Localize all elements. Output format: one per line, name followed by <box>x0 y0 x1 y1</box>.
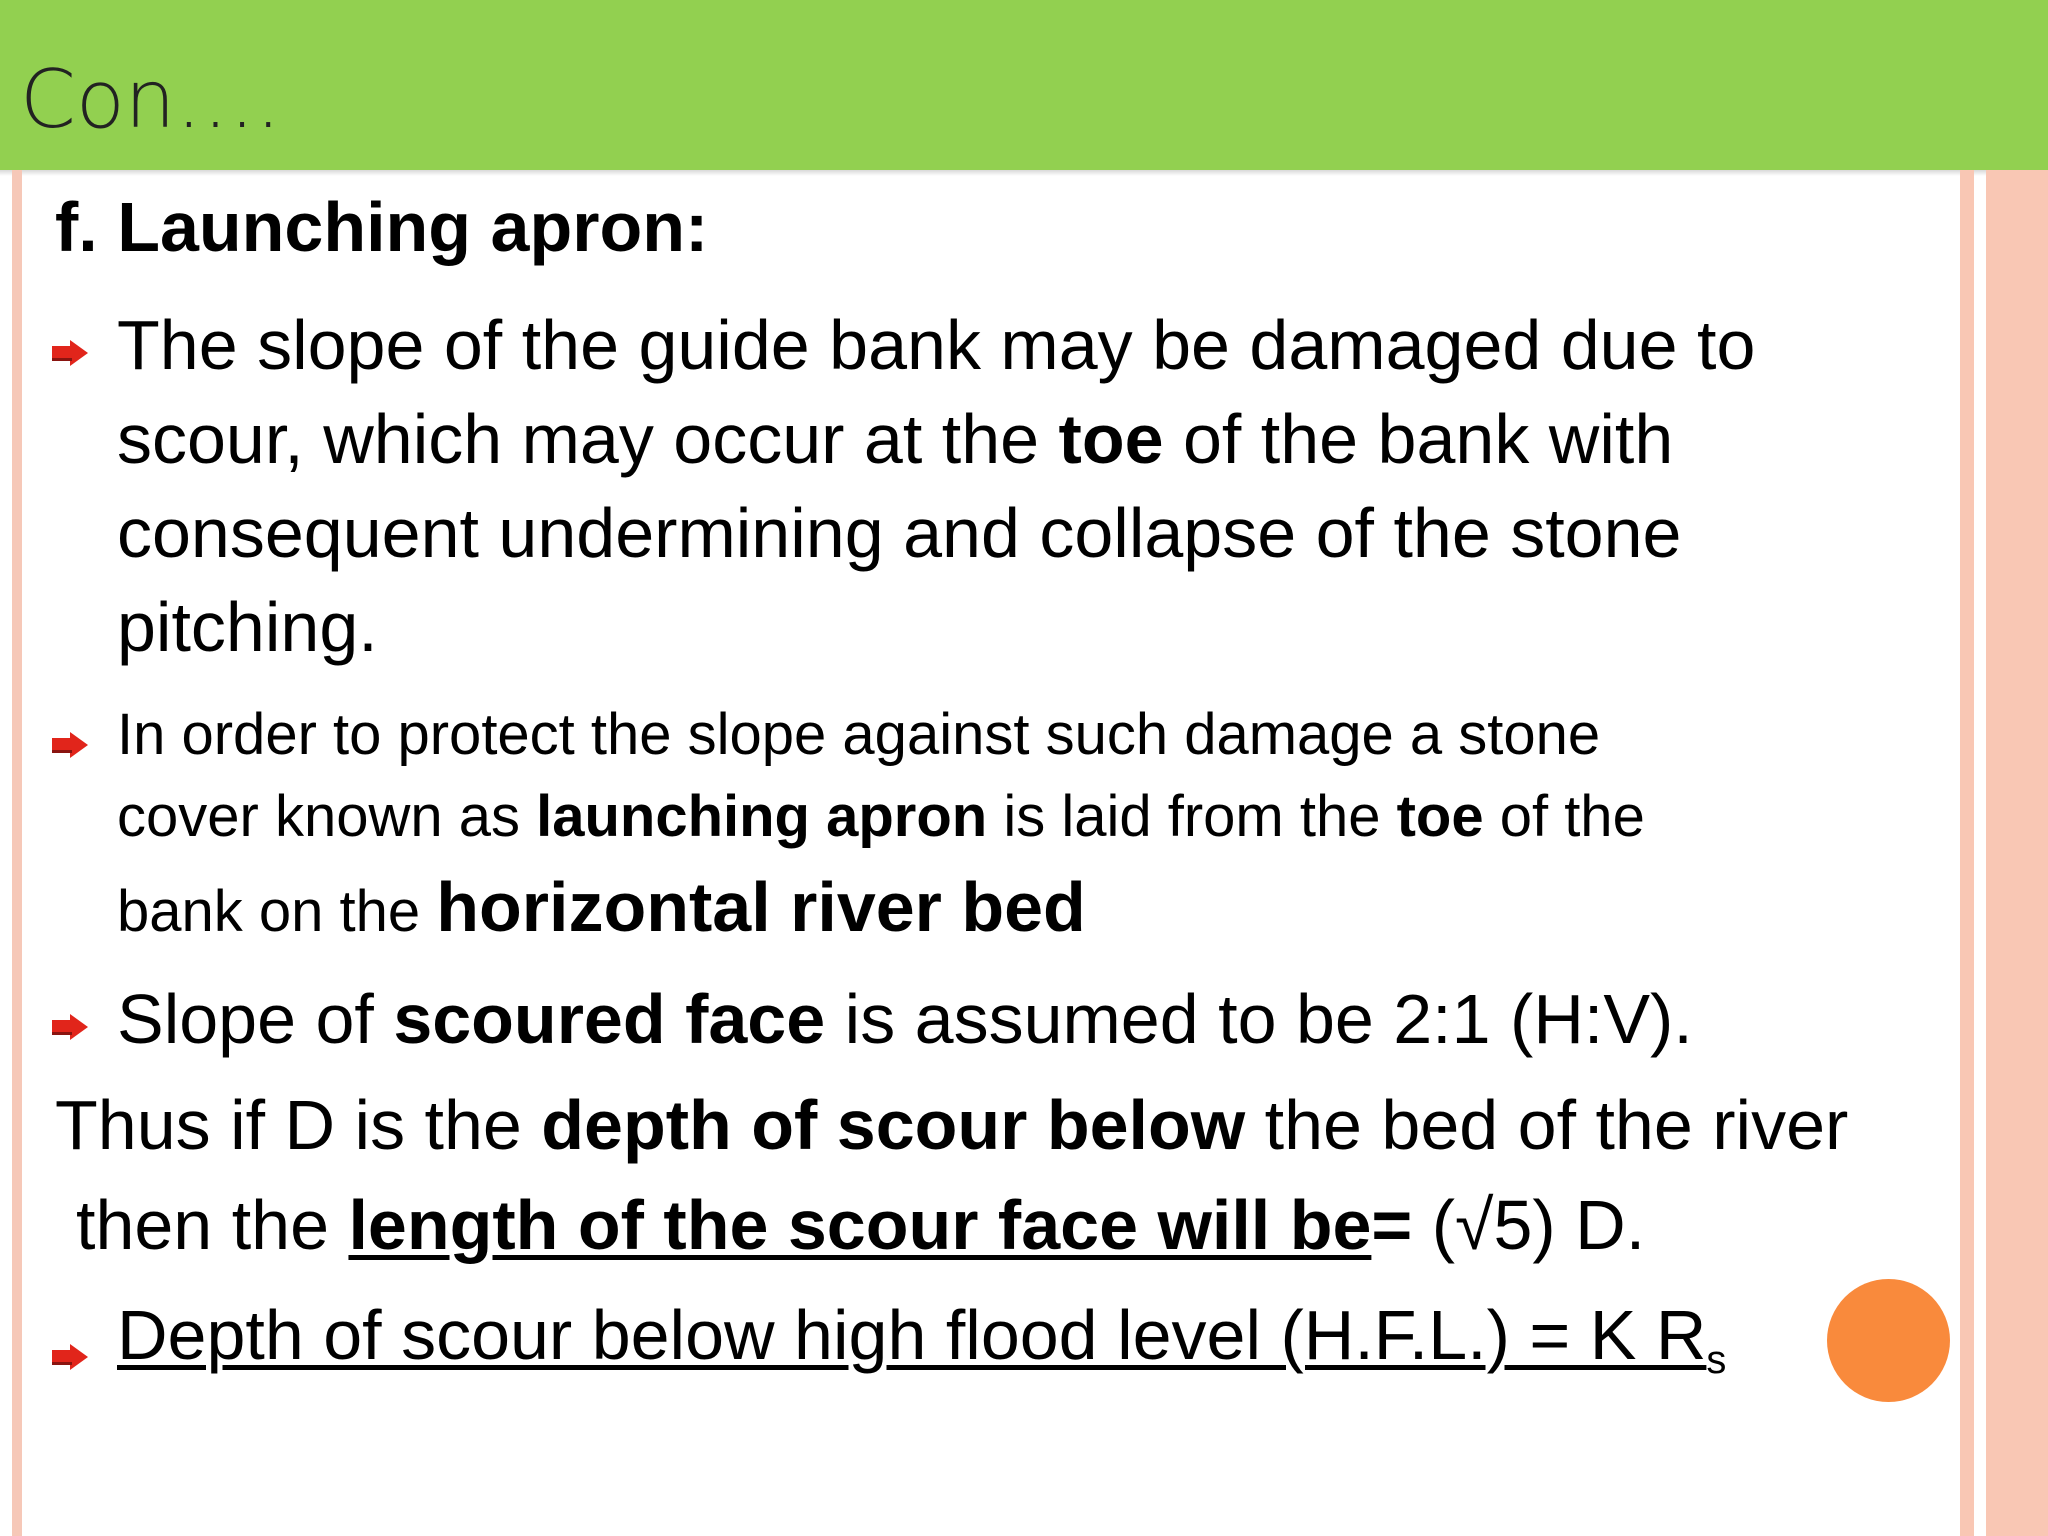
red-arrow-bullet-icon <box>52 1342 88 1370</box>
thus-text: the bed of the river <box>1245 1086 1849 1164</box>
thus-text: Thus if D is the <box>55 1086 542 1164</box>
thus-text: then the <box>76 1186 349 1264</box>
bullet3-text: Slope of <box>117 980 394 1058</box>
thus-formula: (√5) D. <box>1412 1186 1646 1264</box>
bullet4-line <box>117 1296 1727 1382</box>
bullet1-text: of the bank with <box>1163 400 1674 478</box>
bullet2-text: cover known as <box>117 784 537 849</box>
thus-line1 <box>55 1086 1849 1164</box>
bullet2-line3 <box>117 868 1086 946</box>
bullet2-text: of the <box>1483 784 1645 849</box>
bullet2-bold-horizontal-river-bed: horizontal river bed <box>436 868 1086 946</box>
bullet2-text: bank on the <box>117 879 437 944</box>
bullet2-line1: In order to protect the slope against such damage a stone <box>117 702 1601 767</box>
bullet1-line3: consequent undermining and collapse of the stone <box>117 494 1682 572</box>
bullet1-line2 <box>117 400 1674 478</box>
bullet1-line1: The slope of the guide bank may be damaged due to <box>117 306 1756 384</box>
bullet2-text: is laid from the <box>987 784 1397 849</box>
bullet2-bold-toe: toe <box>1396 784 1484 849</box>
red-arrow-bullet-icon <box>52 1012 88 1040</box>
thus-line2 <box>76 1186 1646 1264</box>
red-arrow-bullet-icon <box>52 730 88 758</box>
thus-bold-underlined-length: length of the scour face will be <box>348 1186 1372 1264</box>
bullet3-text: is assumed to be 2:1 (H:V). <box>825 980 1693 1058</box>
bullet3-line <box>117 980 1693 1058</box>
orange-circle <box>1827 1279 1950 1402</box>
bullet3-bold-scoured-face: scoured face <box>393 980 826 1058</box>
thus-bold-depth: depth of scour below <box>541 1086 1246 1164</box>
bullet2-bold-launching-apron: launching apron <box>536 784 988 849</box>
bullet1-text: scour, which may occur at the <box>117 400 1059 478</box>
slide-title: Con…. <box>20 53 281 146</box>
bullet1-bold-toe: toe <box>1058 400 1164 478</box>
bullet4-formula: Depth of scour below high flood level (H.F.L.) = K R <box>117 1296 1707 1374</box>
thus-bold-equals: = <box>1371 1186 1413 1264</box>
bullet4-subscript: s <box>1706 1338 1727 1382</box>
red-arrow-bullet-icon <box>52 338 88 366</box>
bullet2-line2 <box>117 784 1645 849</box>
bullet1-line4: pitching. <box>117 588 378 666</box>
section-heading: f. Launching apron: <box>55 188 709 266</box>
